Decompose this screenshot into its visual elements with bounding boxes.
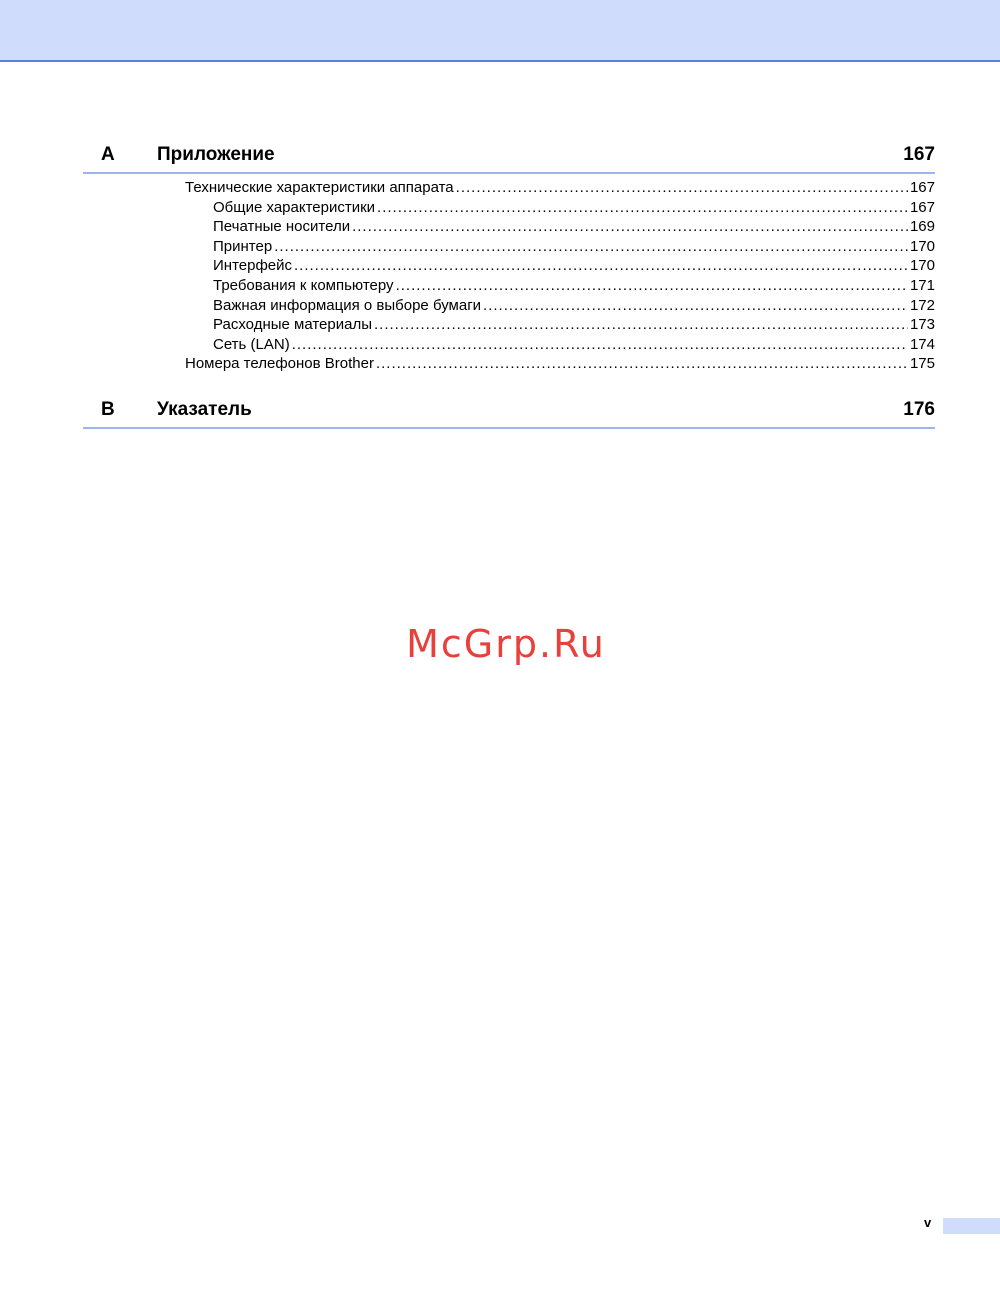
toc-entry[interactable] [83, 296, 935, 316]
toc-list [83, 178, 935, 374]
toc-entry-label[interactable]: Важная информация о выборе бумаги [213, 296, 482, 314]
section-letter: B [101, 399, 115, 420]
footer-tab [943, 1218, 1000, 1234]
toc-entry-page[interactable]: 175 [909, 355, 935, 373]
toc-entry-page[interactable]: 171 [909, 276, 935, 294]
section-letter: A [101, 144, 115, 165]
section-title[interactable]: Приложение [157, 144, 275, 165]
toc-entry-page[interactable]: 170 [909, 257, 935, 275]
toc-entry-label[interactable]: Требования к компьютеру [213, 276, 394, 294]
toc-entry-page[interactable]: 172 [909, 296, 935, 314]
dot-leader [376, 354, 908, 374]
toc-entry-page[interactable]: 167 [909, 198, 935, 216]
section-header [83, 140, 935, 174]
toc-section-a [83, 140, 935, 374]
toc-entry-label[interactable]: Общие характеристики [213, 198, 376, 216]
toc-entry-page[interactable]: 173 [909, 316, 935, 334]
toc-entry[interactable] [83, 335, 935, 355]
dot-leader [483, 296, 908, 316]
toc-entry-label[interactable]: Сеть (LAN) [213, 335, 290, 353]
section-title[interactable]: Указатель [157, 399, 252, 420]
header-band [0, 0, 1000, 62]
toc-entry[interactable] [83, 354, 935, 374]
toc-entry[interactable] [83, 178, 935, 198]
toc-entry-page[interactable]: 169 [909, 218, 935, 236]
toc-entry-label[interactable]: Расходные материалы [213, 316, 372, 334]
dot-leader [456, 178, 908, 198]
dot-leader [292, 335, 908, 355]
toc-entry[interactable] [83, 217, 935, 237]
toc-entry[interactable] [83, 256, 935, 276]
toc-entry[interactable] [83, 315, 935, 335]
dot-leader [352, 217, 908, 237]
toc-entry-page[interactable]: 174 [909, 335, 935, 353]
section-page-number[interactable]: 176 [903, 399, 935, 420]
page-number: v [924, 1215, 932, 1230]
toc-entry-label[interactable]: Технические характеристики аппарата [185, 179, 454, 196]
toc-entry[interactable] [83, 198, 935, 218]
section-header [83, 395, 935, 429]
dot-leader [396, 276, 908, 296]
toc-entry-label[interactable]: Интерфейс [213, 257, 293, 275]
toc-entry-page[interactable]: 170 [909, 237, 935, 255]
dot-leader [374, 315, 908, 335]
dot-leader [377, 198, 908, 218]
watermark: McGrp.Ru [406, 622, 606, 666]
toc-entry[interactable] [83, 276, 935, 296]
toc-entry-label[interactable]: Печатные носители [213, 218, 351, 236]
toc-entry-label[interactable]: Принтер [213, 237, 273, 255]
dot-leader [294, 256, 908, 276]
dot-leader [274, 237, 908, 257]
toc-entry-label[interactable]: Номера телефонов Brother [185, 355, 374, 373]
toc-entry-page[interactable]: 167 [909, 179, 935, 196]
section-page-number[interactable]: 167 [903, 144, 935, 165]
toc-entry[interactable] [83, 237, 935, 257]
toc-section-b [83, 395, 935, 429]
